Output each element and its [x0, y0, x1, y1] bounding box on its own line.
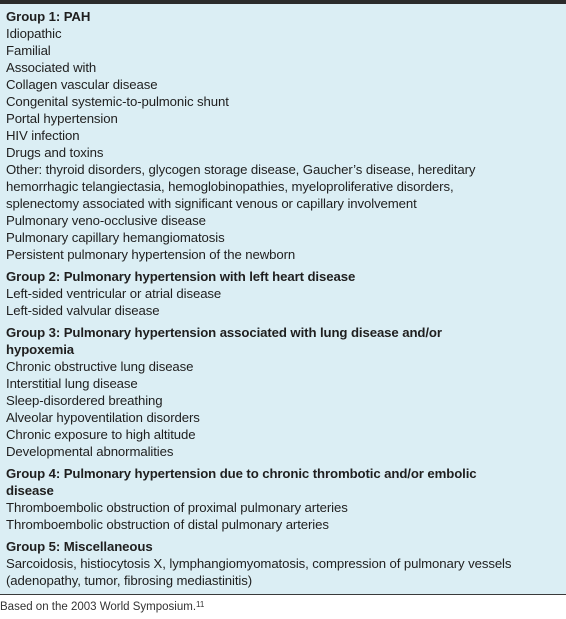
list-item: Chronic exposure to high altitude — [6, 427, 196, 442]
group-title: Group 2: Pulmonary hypertension with left heart disease — [6, 269, 356, 284]
group-2 — [6, 268, 560, 319]
group-1 — [6, 8, 560, 263]
group-title: Group 4: Pulmonary hypertension due to chronic thrombotic and/or embolic disease — [6, 466, 477, 498]
list-item: Interstitial lung disease — [6, 376, 138, 391]
list-item: Familial — [6, 43, 51, 58]
list-item: Idiopathic — [6, 26, 62, 41]
classification-table — [0, 4, 566, 595]
source-footnote — [0, 599, 204, 615]
group-title: Group 3: Pulmonary hypertension associated with lung disease and/or hypoxemia — [6, 325, 442, 357]
list-item: Collagen vascular disease — [6, 77, 158, 92]
group-title: Group 5: Miscellaneous — [6, 539, 153, 554]
list-item: Associated with — [6, 60, 97, 75]
group-5 — [6, 538, 560, 589]
list-item: Drugs and toxins — [6, 145, 104, 160]
list-item: Pulmonary capillary hemangiomatosis — [6, 230, 225, 245]
list-item: HIV infection — [6, 128, 80, 143]
list-item: Thromboembolic obstruction of proximal pulmonary arteries — [6, 500, 348, 515]
list-item: Pulmonary veno-occlusive disease — [6, 213, 206, 228]
list-item: (adenopathy, tumor, fibrosing mediastinitis) — [6, 573, 253, 588]
list-item: Sleep-disordered breathing — [6, 393, 163, 408]
list-item: Left-sided valvular disease — [6, 303, 160, 318]
list-item: splenectomy associated with significant venous or capillary involvement — [6, 196, 417, 211]
list-item: Chronic obstructive lung disease — [6, 359, 194, 374]
list-item: Congenital systemic-to-pulmonic shunt — [6, 94, 229, 109]
list-item: Left-sided ventricular or atrial disease — [6, 286, 222, 301]
list-item: Other: thyroid disorders, glycogen storage disease, Gaucher’s disease, hereditary — [6, 162, 476, 177]
footnote-text: Based on the 2003 World Symposium. — [0, 601, 197, 613]
list-item: Alveolar hypoventilation disorders — [6, 410, 200, 425]
list-item: Thromboembolic obstruction of distal pulmonary arteries — [6, 517, 329, 532]
list-item: Portal hypertension — [6, 111, 118, 126]
list-item: hemorrhagic telangiectasia, hemoglobinopathies, myeloproliferative disorders, — [6, 179, 454, 194]
footnote-reference: 11 — [196, 600, 205, 609]
list-item: Developmental abnormalities — [6, 444, 174, 459]
group-3 — [6, 324, 560, 460]
list-item: Sarcoidosis, histiocytosis X, lymphangiomyomatosis, compression of pulmonary vessels — [6, 556, 512, 571]
group-title: Group 1: PAH — [6, 9, 91, 24]
list-item: Persistent pulmonary hypertension of the newborn — [6, 247, 296, 262]
group-4 — [6, 465, 560, 533]
